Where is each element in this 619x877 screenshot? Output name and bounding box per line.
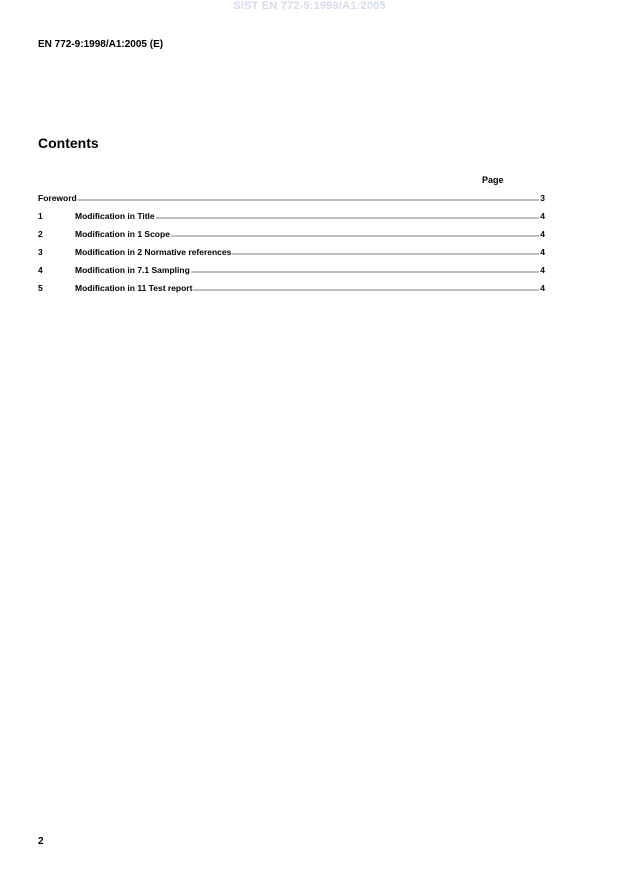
toc-entry-label: Modification in Title <box>75 211 155 221</box>
dot-leader <box>156 211 540 219</box>
toc-entry-label: Foreword <box>38 193 77 203</box>
toc-entry-number: 2 <box>38 229 43 239</box>
toc-entry-label: Modification in 7.1 Sampling <box>75 265 190 275</box>
toc-entry-page: 4 <box>540 229 545 239</box>
toc-entry-page: 4 <box>540 211 545 221</box>
toc-entry-label: Modification in 1 Scope <box>75 229 170 239</box>
toc-entry-foreword[interactable] <box>38 193 545 211</box>
toc-entry-label: Modification in 2 Normative references <box>75 247 232 257</box>
dot-leader <box>171 229 539 237</box>
toc-entry-label: Modification in 11 Test report <box>75 283 193 293</box>
toc-entry-number: 3 <box>38 247 43 257</box>
toc-entry-page: 4 <box>540 265 545 275</box>
toc-entry-2[interactable] <box>38 229 545 247</box>
toc-entry-1[interactable] <box>38 211 545 229</box>
dot-leader <box>193 283 539 291</box>
dot-leader <box>232 247 539 255</box>
page-number: 2 <box>38 836 44 847</box>
contents-heading: Contents <box>38 135 99 151</box>
watermark: SIST EN 772-9:1999/A1:2005 <box>233 0 386 12</box>
toc-entry-page: 4 <box>540 283 545 293</box>
toc-entry-number: 5 <box>38 283 43 293</box>
toc-entry-4[interactable] <box>38 265 545 283</box>
toc-entry-number: 4 <box>38 265 43 275</box>
dot-leader <box>191 265 540 273</box>
toc-entry-page: 4 <box>540 247 545 257</box>
toc-entry-3[interactable] <box>38 247 545 265</box>
table-of-contents <box>38 193 545 301</box>
document-identifier: EN 772-9:1998/A1:2005 (E) <box>38 39 164 50</box>
page-column-heading: Page <box>482 175 504 185</box>
toc-entry-page: 3 <box>540 193 545 203</box>
toc-entry-number: 1 <box>38 211 43 221</box>
dot-leader <box>78 193 540 201</box>
toc-entry-5[interactable] <box>38 283 545 301</box>
